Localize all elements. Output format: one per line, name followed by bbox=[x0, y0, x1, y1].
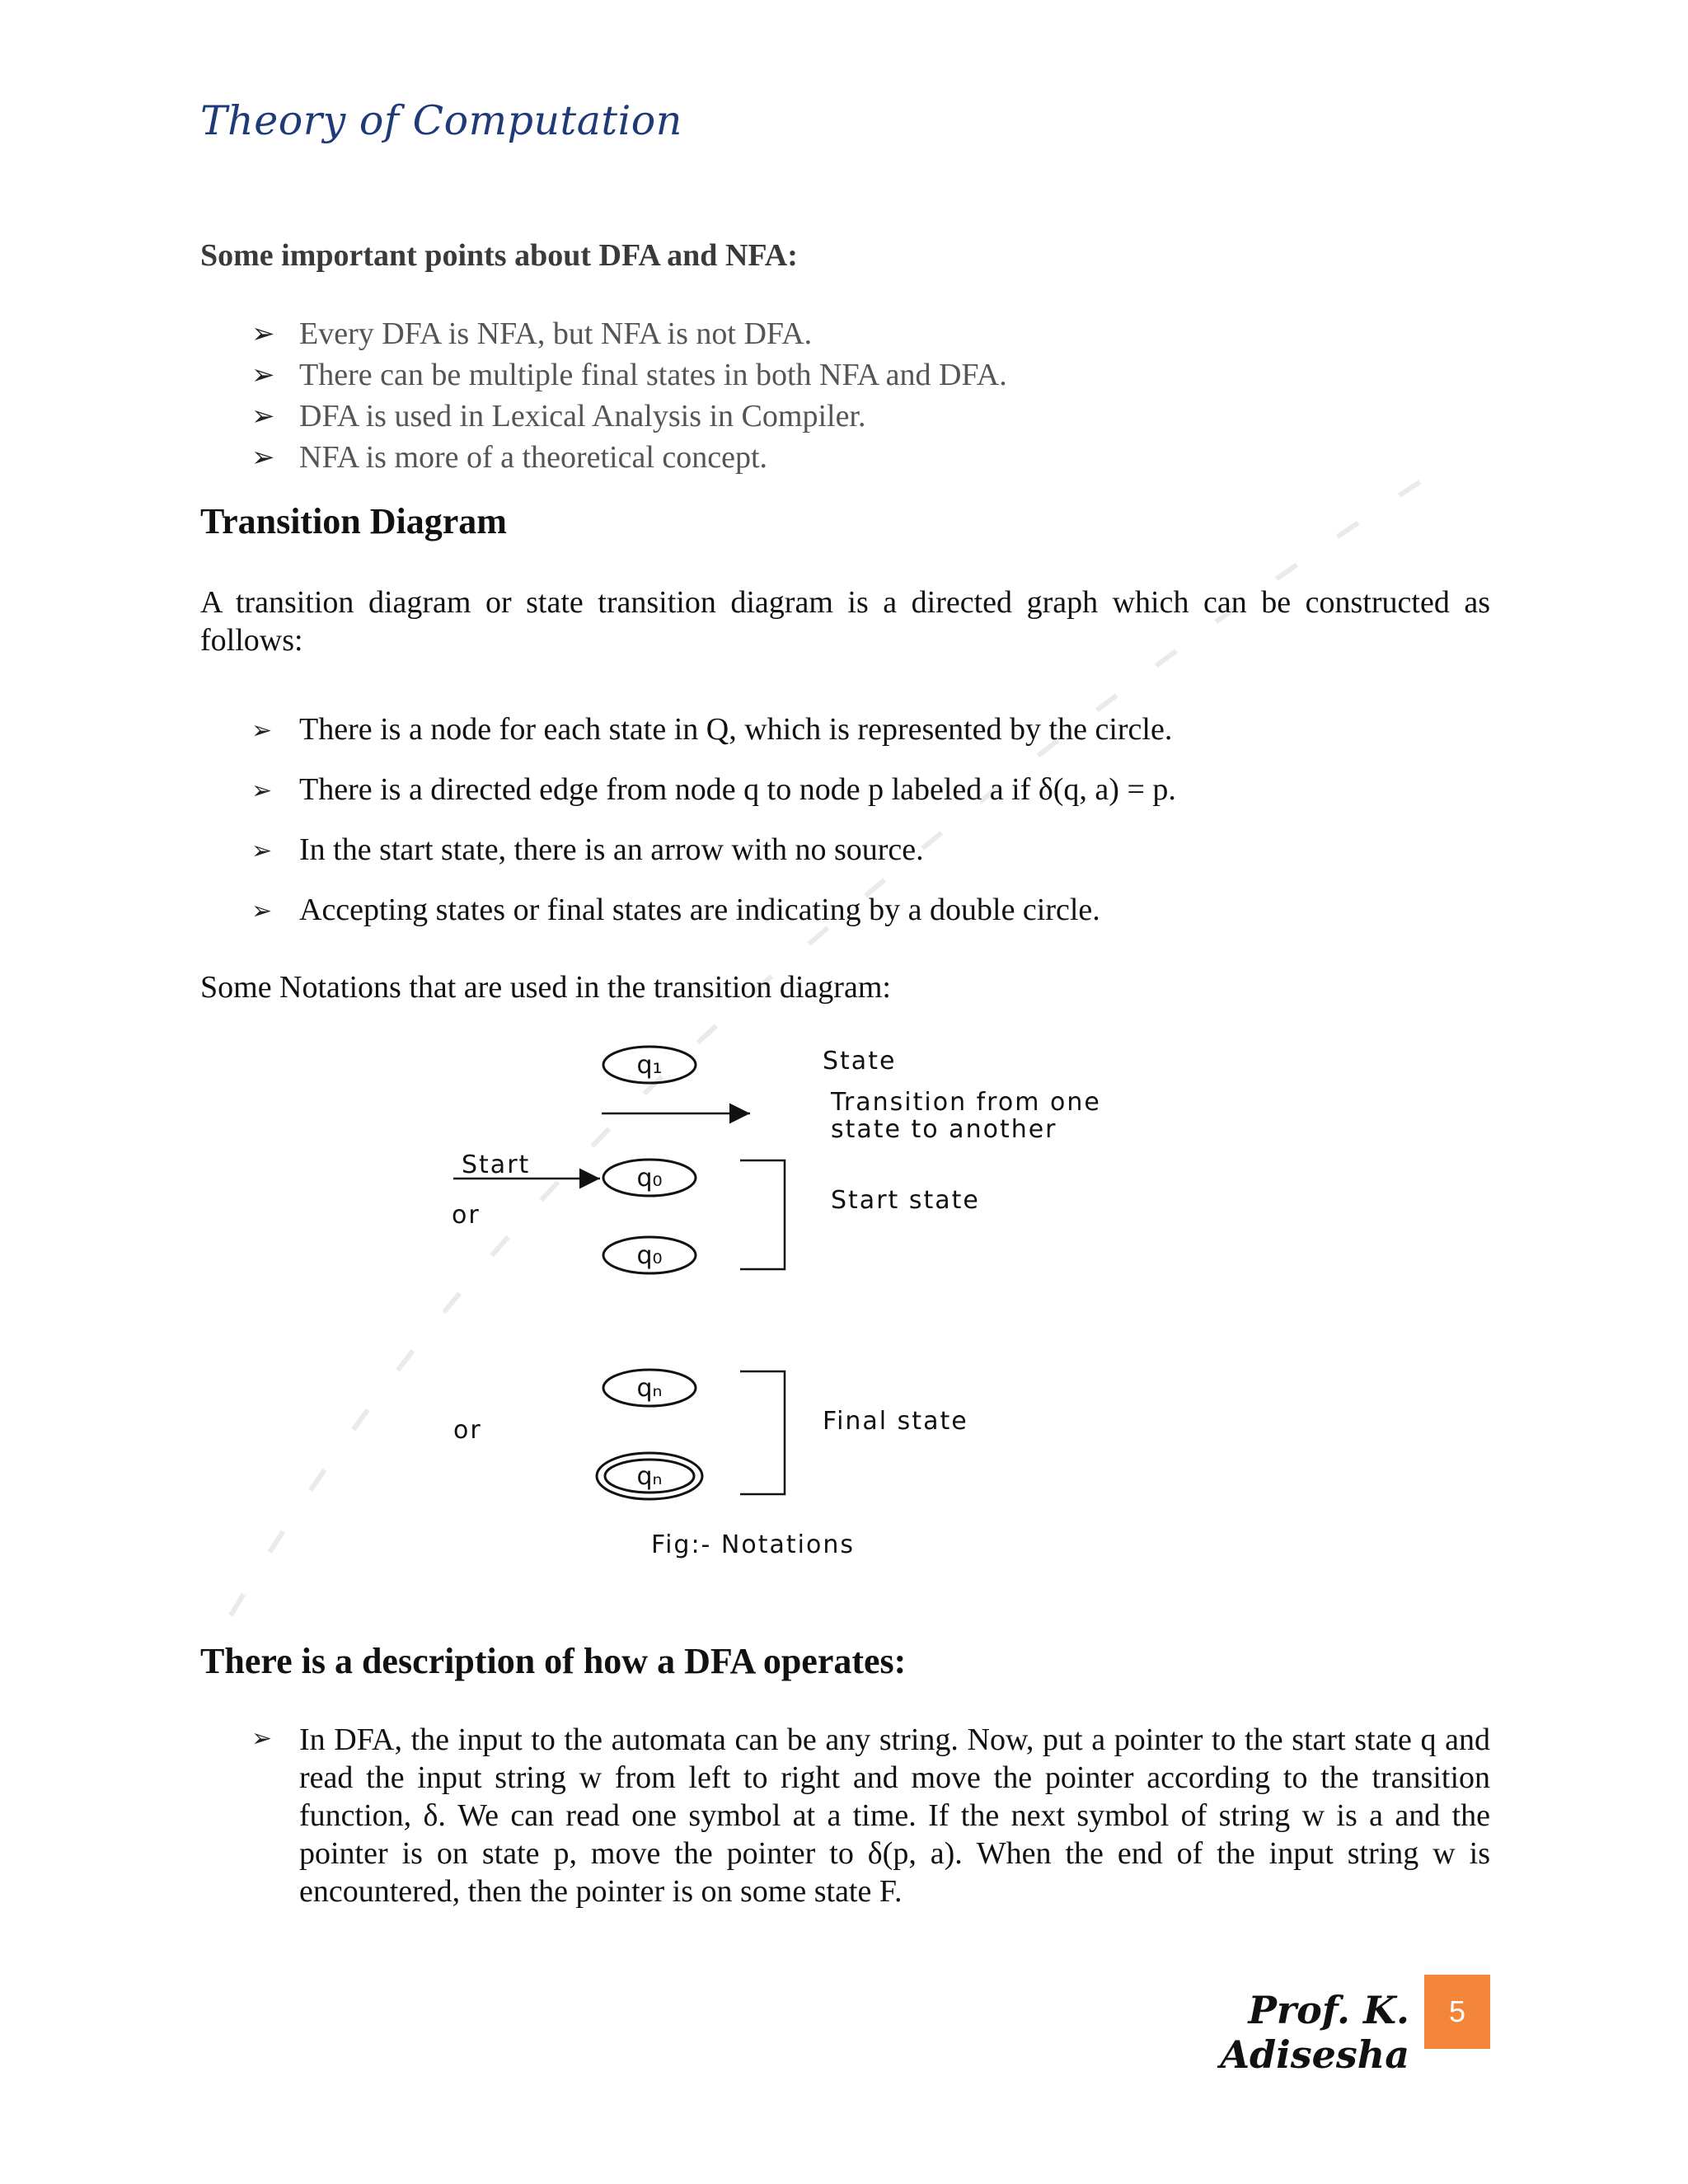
final-state-legend: Final state bbox=[823, 1407, 968, 1436]
start-word: Start bbox=[462, 1151, 531, 1179]
list-item: ➢ NFA is more of a theoretical concept. bbox=[251, 437, 1007, 478]
state-q0-label-a: q₀ bbox=[636, 1164, 663, 1193]
dfa-heading: There is a description of how a DFA operates: bbox=[200, 1641, 907, 1681]
state-q0-label-b: q₀ bbox=[636, 1241, 663, 1270]
transition-heading: Transition Diagram bbox=[200, 501, 507, 541]
or-label-1: or bbox=[452, 1201, 481, 1230]
arrow-bullet-icon: ➢ bbox=[251, 897, 273, 926]
state-q1-label: q₁ bbox=[636, 1051, 663, 1080]
arrow-bullet-icon: ➢ bbox=[251, 837, 273, 865]
state-qn-label-b: qₙ bbox=[636, 1462, 663, 1491]
arrow-bullet-icon: ➢ bbox=[251, 359, 275, 391]
transition-legend-line2: state to another bbox=[831, 1115, 1057, 1144]
header-title: Theory of Computation bbox=[200, 97, 682, 144]
points-list bbox=[251, 313, 1007, 478]
state-qn-label-a: qₙ bbox=[636, 1374, 663, 1403]
notations-intro: Some Notations that are used in the transition diagram: bbox=[200, 970, 891, 1005]
transition-legend-line1: Transition from one bbox=[831, 1088, 1101, 1117]
list-item: ➢ Every DFA is NFA, but NFA is not DFA. bbox=[251, 313, 1007, 354]
figure-caption: Fig:- Notations bbox=[651, 1530, 855, 1559]
state-legend: State bbox=[823, 1047, 897, 1076]
notations-figure bbox=[412, 1030, 1278, 1566]
list-item: ➢ There can be multiple final states in both NFA and DFA. bbox=[251, 354, 1007, 396]
or-label-2: or bbox=[453, 1416, 482, 1445]
list-item: ➢ There is a directed edge from node q to node p labeled a if δ(q, a) = p. bbox=[251, 771, 1176, 831]
arrow-bullet-icon: ➢ bbox=[251, 1724, 273, 1753]
page-number: 5 bbox=[1424, 1975, 1490, 2049]
footer-author: Prof. K. Adisesha bbox=[1220, 1988, 1409, 2077]
arrow-bullet-icon: ➢ bbox=[251, 716, 273, 745]
list-item: ➢ Accepting states or final states are indicating by a double circle. bbox=[251, 891, 1176, 951]
transition-rules-list bbox=[251, 710, 1176, 951]
transition-intro: A transition diagram or state transition diagram is a directed graph which can be constructed as follows: bbox=[200, 585, 1490, 658]
arrow-bullet-icon: ➢ bbox=[251, 317, 275, 350]
start-state-legend: Start state bbox=[831, 1186, 980, 1215]
list-item: ➢ DFA is used in Lexical Analysis in Compiler. bbox=[251, 396, 1007, 437]
final-bracket bbox=[740, 1371, 785, 1494]
arrow-bullet-icon: ➢ bbox=[251, 441, 275, 474]
list-item: ➢ In the start state, there is an arrow with no source. bbox=[251, 831, 1176, 891]
points-heading: Some important points about DFA and NFA: bbox=[200, 238, 798, 273]
arrow-bullet-icon: ➢ bbox=[251, 776, 273, 805]
list-item: ➢ There is a node for each state in Q, which is represented by the circle. bbox=[251, 710, 1176, 771]
start-bracket bbox=[740, 1160, 785, 1269]
dfa-description: In DFA, the input to the automata can be any string. Now, put a pointer to the start state q and read the input string w from left to right and move the pointer according to the transition function, δ. We can read one symbol at a time. If the next symbol of string w is a and the pointer is on state p, move the pointer to δ(p, a). When the end of the input string w is encountered, then the pointer is on some state F. bbox=[299, 1722, 1490, 1909]
arrow-bullet-icon: ➢ bbox=[251, 400, 275, 433]
